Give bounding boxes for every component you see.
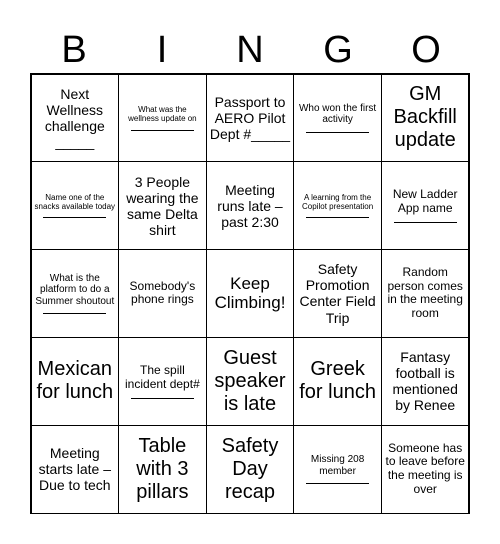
bingo-cell[interactable] xyxy=(206,249,295,338)
answer-blank-line xyxy=(131,398,194,399)
bingo-cell[interactable] xyxy=(293,161,382,250)
bingo-cell-label: GM Backfill update xyxy=(393,83,457,152)
bingo-cell-content xyxy=(297,454,378,484)
bingo-cell-label: Fantasy football is mentioned by Renee xyxy=(392,349,458,414)
bingo-cell-label: The spill incident dept# xyxy=(125,362,200,391)
bingo-cell-label: What was the wellness update on xyxy=(128,105,197,124)
bingo-cell-content xyxy=(35,193,116,218)
answer-blank-line xyxy=(43,313,106,314)
bingo-cell-content xyxy=(385,83,466,152)
bingo-cell-content xyxy=(210,435,291,504)
header-letter-g: G xyxy=(323,29,353,71)
bingo-cell-content xyxy=(35,358,116,404)
bingo-cell[interactable] xyxy=(118,161,207,250)
header-letter-b: B xyxy=(61,29,87,71)
answer-blank-line xyxy=(394,222,457,223)
bingo-cell[interactable] xyxy=(293,337,382,426)
bingo-cell-content xyxy=(122,174,203,238)
bingo-cell-content xyxy=(210,347,291,416)
bingo-cell[interactable] xyxy=(118,74,207,163)
bingo-cell-content xyxy=(210,182,291,230)
bingo-cell-label: Random person comes in the meeting room xyxy=(387,264,463,321)
bingo-cell-content xyxy=(385,349,466,413)
answer-blank-line xyxy=(306,132,369,133)
bingo-cell[interactable] xyxy=(381,74,470,163)
bingo-cell-content xyxy=(297,193,378,218)
bingo-cell[interactable] xyxy=(118,337,207,426)
bingo-cell[interactable] xyxy=(206,161,295,250)
bingo-cell-label: Who won the first activity xyxy=(298,102,377,126)
bingo-cell[interactable] xyxy=(206,425,295,514)
bingo-cell[interactable] xyxy=(31,425,120,514)
bingo-cell[interactable] xyxy=(381,425,470,514)
bingo-cell-label: Passport to AERO Pilot Dept #_____ xyxy=(209,93,291,142)
bingo-cell[interactable] xyxy=(206,337,295,426)
bingo-cell-content xyxy=(385,266,466,321)
bingo-header xyxy=(30,28,470,72)
bingo-cell-content xyxy=(122,105,203,130)
bingo-cell-label: Missing 208 member xyxy=(310,454,365,477)
answer-blank-line xyxy=(131,130,194,131)
bingo-cell[interactable] xyxy=(293,425,382,514)
bingo-cell-label: What is the platform to do a Summer shoutout xyxy=(35,272,115,307)
bingo-cell-label: Safety Promotion Center Field Trip xyxy=(299,261,376,326)
bingo-grid xyxy=(30,73,470,514)
bingo-cell-label: Mexican for lunch xyxy=(36,358,114,404)
bingo-cell-label: Guest speaker is late xyxy=(214,346,286,415)
bingo-cell-label: Keep Climbing! xyxy=(214,273,286,313)
bingo-cell-content xyxy=(385,188,466,223)
bingo-cell[interactable] xyxy=(31,249,120,338)
bingo-cell-content xyxy=(122,435,203,504)
bingo-cell[interactable] xyxy=(118,425,207,514)
bingo-cell-content xyxy=(35,86,116,150)
bingo-cell-label: A learning from the Copilot presentation xyxy=(302,193,374,212)
bingo-cell-content xyxy=(297,261,378,325)
bingo-cell[interactable] xyxy=(381,337,470,426)
bingo-cell-label: Table with 3 pillars xyxy=(136,434,189,503)
bingo-cell[interactable] xyxy=(31,74,120,163)
bingo-cell-content xyxy=(35,445,116,493)
bingo-cell-label: Meeting starts late – Due to tech xyxy=(38,444,111,494)
bingo-cell-content xyxy=(297,103,378,133)
bingo-cell-content xyxy=(210,274,291,313)
bingo-cell-label: 3 People wearing the same Delta shirt xyxy=(126,173,199,238)
bingo-cell[interactable] xyxy=(118,249,207,338)
header-letter-n: N xyxy=(236,29,264,71)
bingo-cell[interactable] xyxy=(381,161,470,250)
bingo-cell[interactable] xyxy=(206,74,295,163)
bingo-cell[interactable] xyxy=(31,161,120,250)
answer-blank-line xyxy=(43,217,106,218)
bingo-cell-label: Next Wellness challenge _____ xyxy=(44,85,105,150)
answer-blank-line xyxy=(306,483,369,484)
bingo-cell-label: Someone has to leave before the meeting is over xyxy=(385,440,465,496)
bingo-cell-label: Somebody's phone rings xyxy=(129,278,196,307)
bingo-cell-label: Safety Day recap xyxy=(221,434,279,503)
bingo-cell-content xyxy=(35,273,116,315)
bingo-cell-label: Greek for lunch xyxy=(299,358,376,404)
bingo-cell[interactable] xyxy=(293,249,382,338)
bingo-cell[interactable] xyxy=(31,337,120,426)
bingo-cell-label: New Ladder App name xyxy=(392,187,458,216)
bingo-cell-content xyxy=(122,280,203,308)
bingo-cell[interactable] xyxy=(381,249,470,338)
header-letter-o: O xyxy=(411,29,441,71)
bingo-cell-content xyxy=(385,442,466,497)
bingo-cell-content xyxy=(210,94,291,142)
bingo-cell[interactable] xyxy=(293,74,382,163)
answer-blank-line xyxy=(306,217,369,218)
bingo-cell-content xyxy=(297,358,378,404)
bingo-cell-label: Meeting runs late – past 2:30 xyxy=(217,181,283,230)
bingo-cell-label: Name one of the snacks available today xyxy=(34,193,116,212)
bingo-cell-content xyxy=(122,364,203,399)
header-letter-i: I xyxy=(156,29,168,71)
